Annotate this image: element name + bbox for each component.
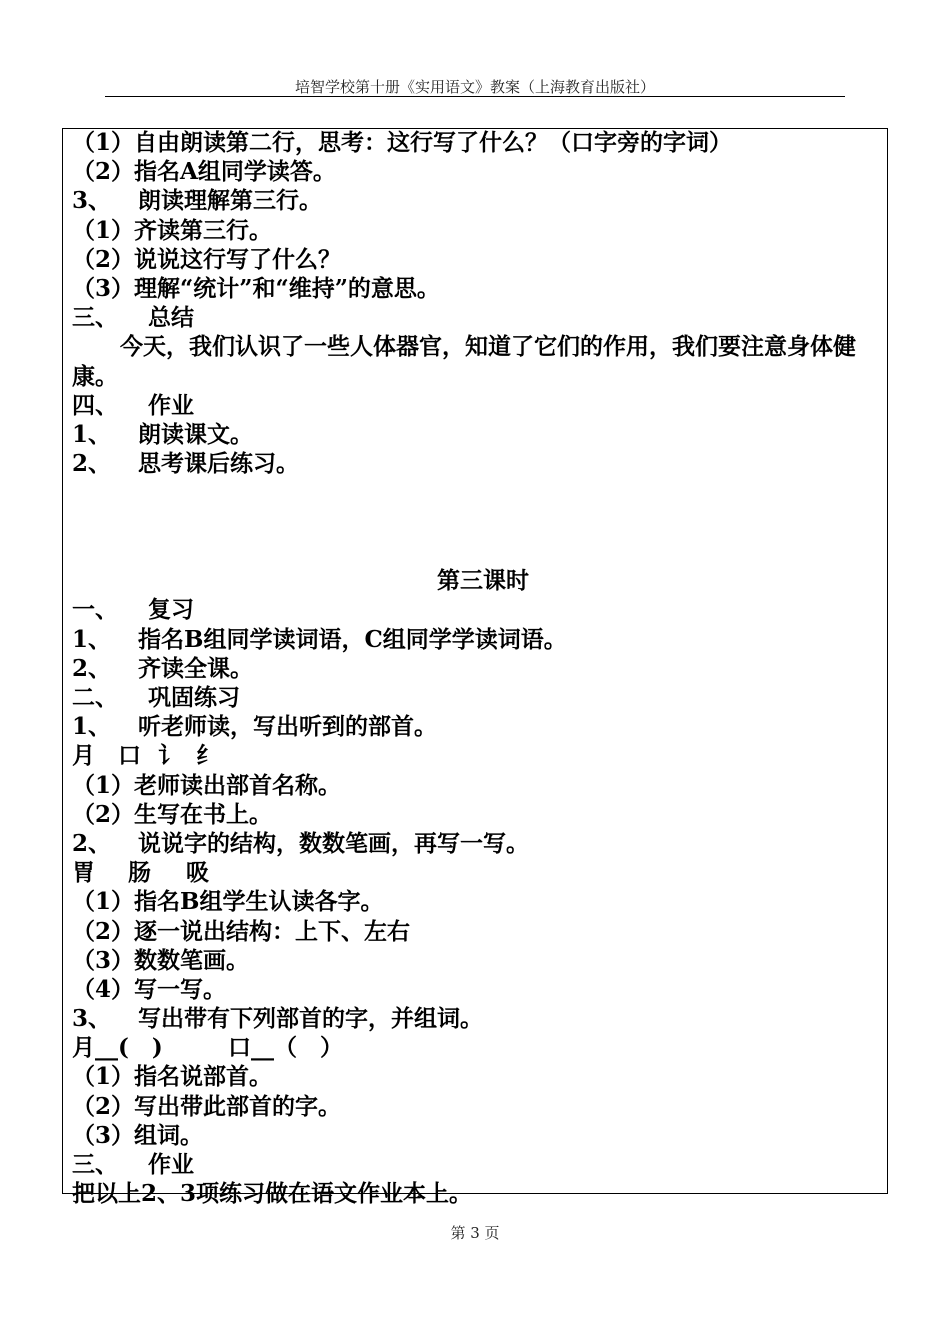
lesson-content — [72, 128, 886, 1208]
character-list: 胃 肠 吸 — [72, 859, 209, 887]
spacer — [72, 478, 886, 566]
fill-in-blanks: 月__( ) 口__（ ） — [72, 1034, 343, 1062]
step-line: （1）老师读出部首名称。 — [72, 771, 342, 799]
numbered-item: 3、 写出带有下列部首的字，并组词。 — [72, 1005, 483, 1033]
section-heading: 一、 复习 — [72, 596, 194, 624]
step-line: （2）生写在书上。 — [72, 800, 273, 828]
step-line: （1）齐读第三行。 — [72, 216, 273, 244]
final-instruction: 把以上2、3项练习做在语文作业本上。 — [72, 1180, 473, 1208]
summary-paragraph: 今天，我们认识了一些人体器官，知道了它们的作用，我们要注意身体健康。 — [72, 333, 856, 390]
lesson-title: 第三课时 — [437, 567, 529, 595]
section-heading: 三、 作业 — [72, 1151, 194, 1179]
section-heading: 四、 作业 — [72, 391, 194, 419]
numbered-item: 1、 听老师读，写出听到的部首。 — [72, 713, 437, 741]
step-line: （2）指名A组同学读答。 — [72, 158, 336, 186]
page-header: 培智学校第十册《实用语文》教案（上海教育出版社） — [294, 78, 655, 96]
section-heading: 二、 巩固练习 — [72, 684, 240, 712]
radical-list: 月 口 讠 纟 — [72, 742, 219, 770]
step-line: （3）组词。 — [72, 1121, 204, 1149]
numbered-item: 2、 思考课后练习。 — [72, 450, 299, 478]
step-line: （4）写一写。 — [72, 975, 227, 1003]
numbered-item: 1、 朗读课文。 — [72, 420, 253, 448]
step-line: （1）自由朗读第二行，思考：这行写了什么？（口字旁的字词） — [72, 129, 733, 156]
header-rule — [105, 96, 845, 97]
page-number: 第 3 页 — [450, 1224, 500, 1242]
numbered-item: 3、 朗读理解第三行。 — [72, 187, 322, 215]
step-line: （2）说说这行写了什么？ — [72, 245, 342, 273]
step-line: （2）写出带此部首的字。 — [72, 1092, 342, 1120]
step-line: （1）指名说部首。 — [72, 1063, 273, 1091]
step-line: （1）指名B组学生认读各字。 — [72, 888, 384, 916]
step-line: （3）理解“统计”和“维持”的意思。 — [72, 274, 440, 302]
step-line: （2）逐一说出结构：上下、左右 — [72, 917, 411, 945]
step-line: （3）数数笔画。 — [72, 946, 250, 974]
numbered-item: 2、 齐读全课。 — [72, 654, 253, 682]
numbered-item: 1、 指名B组同学读词语，C组同学学读词语。 — [72, 625, 567, 653]
section-heading: 三、 总结 — [72, 304, 194, 332]
numbered-item: 2、 说说字的结构，数数笔画，再写一写。 — [72, 829, 529, 857]
